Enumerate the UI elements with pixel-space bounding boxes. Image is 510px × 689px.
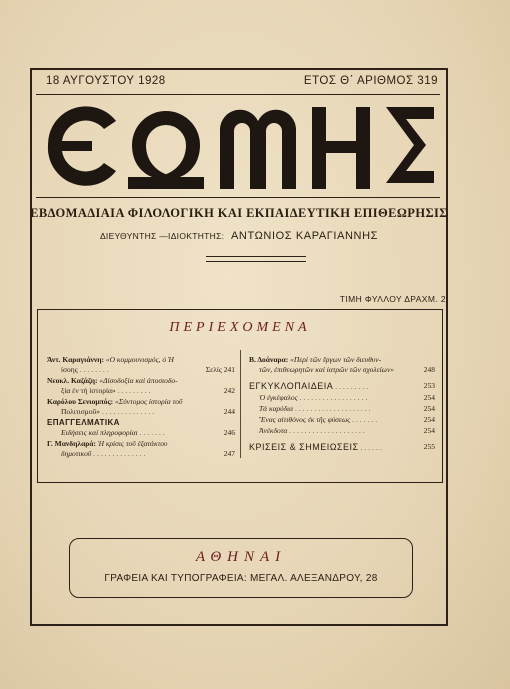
toc-entry: Καρόλου Σενιομπός: «Σύντομος ίστορία τοῦ Πολιτισμοῦ» .............. 244 <box>47 397 235 416</box>
toc-page: 254 <box>423 404 435 413</box>
toc-title: «Δίσοδοξία καί άποσιοδο- <box>99 376 178 385</box>
editor-line <box>30 230 448 242</box>
toc-entry: Τὰ καρύδια .................... 254 <box>259 404 435 413</box>
editor-name: ΑΝΤΩΝΙΟΣ ΚΑΡΑΓΙΑΝΝΗΣ <box>230 230 379 242</box>
toc-page: 254 <box>423 415 435 424</box>
toc-title: Ἡ κρίσις τοῦ ἑξατάκτου <box>97 439 168 448</box>
toc-author: Άντ. Καραγιάννη: <box>47 355 104 364</box>
contents-right-column <box>249 355 435 454</box>
toc-title-cont: δημοτικοῦ <box>61 449 92 458</box>
toc-entry: Ἕνας αἰτιθόνος ἐκ τῆς φύσεως ....... 254 <box>259 415 435 424</box>
office-address: ΓΡΑΦΕΙΑ ΚΑΙ ΤΥΠΟΓΡΑΦΕΙΑ: ΜΕΓΑΛ. ΑΛΕΞΑΝΔΡΟΥ, 28 <box>104 573 378 584</box>
toc-page: 255 <box>423 442 435 451</box>
toc-page: 254 <box>423 393 435 402</box>
toc-title-cont: Ειδήσεις καί πληροφορίαι <box>61 428 138 437</box>
toc-subentry: Ὁ ἐγκέφαλος <box>259 393 298 402</box>
editor-label: ΔΙΕΥΘΥΝΤΗΣ —ΙΔΙΟΚΤΗΤΗΣ: <box>99 231 225 241</box>
toc-entry: Ἀνέκδοτα .................... 254 <box>259 426 435 435</box>
issue-date: 18 ΑΥΓΟΥΣΤΟΥ 1928 <box>46 75 166 87</box>
toc-page: 244 <box>223 407 235 416</box>
toc-entry: Νεοκλ. Καζάζη: «Δίσοδοξία καί άποσιοδο- ξία έν τή ίστορία» ......... 242 <box>47 376 235 395</box>
toc-author: Νεοκλ. Καζάζη: <box>47 376 98 385</box>
toc-section: ΕΠΑΓΓΕΛΜΑΤΙΚΑ <box>47 418 120 427</box>
toc-entry <box>249 355 435 375</box>
toc-entry: ΕΓΚΥΚΛΟΠΑΙΔΕΙΑ ......... 253 <box>249 381 435 391</box>
toc-page: 254 <box>423 426 435 435</box>
toc-title-cont: τῶν, ἐπιθεωρητῶν καί ἰατρῶν τῶν σχολείων» <box>259 365 395 374</box>
issue-number: ΕΤΟΣ Θ΄ ΑΡΙΘΜΟΣ 319 <box>303 75 438 87</box>
toc-page: 246 <box>223 428 235 437</box>
toc-page: Σελίς 241 <box>205 365 235 374</box>
toc-author: Γ. Μανδηλαρά: <box>47 439 96 448</box>
toc-subentry: Τὰ καρύδια <box>259 404 294 413</box>
toc-subentry: Ἀνέκδοτα <box>259 426 288 435</box>
masthead <box>36 94 440 198</box>
toc-title-cont: Πολιτισμοῦ» <box>61 407 101 416</box>
address-box <box>69 538 413 598</box>
ornamental-rule <box>206 256 306 262</box>
toc-entry: ΚΡΙΣΕΙΣ & ΣΗΜΕΙΩΣΕΙΣ ...... 255 <box>249 442 435 452</box>
header-row <box>46 75 438 91</box>
toc-entry: Ὁ ἐγκέφαλος .................. 254 <box>259 393 435 402</box>
toc-entry: Γ. Μανδηλαρά: Ἡ κρίσις τοῦ ἑξατάκτου δημοτικοῦ .............. 247 <box>47 439 235 458</box>
toc-section: ΕΓΚΥΚΛΟΠΑΙΔΕΙΑ <box>249 381 334 391</box>
contents-left-column <box>47 355 235 460</box>
city-heading: ΑΘΗΝΑΙ <box>195 549 287 565</box>
toc-page: 253 <box>423 381 435 390</box>
toc-author: Β. Δοάναρα: <box>249 355 289 364</box>
issue-price: ΤΙΜΗ ΦΥΛΛΟΥ ΔΡΑΧΜ. 2 <box>339 294 446 304</box>
toc-title: «Ο κομμουνισμός, ό Ή <box>105 355 174 364</box>
toc-title: «Σύντομος ίστορία τοῦ <box>115 397 183 406</box>
contents-heading: ΠΕΡΙΕΧΟΜΕΝΑ <box>169 320 311 335</box>
toc-title-cont: ίσοης <box>61 365 78 374</box>
toc-author: Καρόλου Σενιομπός: <box>47 397 114 406</box>
toc-page: 247 <box>223 449 235 458</box>
toc-section: ΚΡΙΣΕΙΣ & ΣΗΜΕΙΩΣΕΙΣ <box>249 442 359 452</box>
toc-subentry: Ἕνας αἰτιθόνος ἐκ τῆς φύσεως <box>259 415 351 424</box>
toc-page: 242 <box>223 386 235 395</box>
toc-entry: ΕΠΑΓΓΕΛΜΑΤΙΚΑ Ειδήσεις καί πληροφορίαι ....... 246 <box>47 418 235 437</box>
toc-title-cont: ξία έν τή ίστορία» <box>61 386 116 395</box>
masthead-logo <box>36 95 440 195</box>
toc-page: 248 <box>423 365 435 374</box>
toc-title: «Περί τῶν ἔργων τῶν διευθυν- <box>290 355 382 364</box>
toc-entry: Άντ. Καραγιάννη: «Ο κομμουνισμός, ό Ή ίσοης ........ Σελίς 241 <box>47 355 235 374</box>
column-divider <box>240 350 241 458</box>
masthead-subtitle: ΕΒΔΟΜΑΔΙΑΙΑ ΦΙΛΟΛΟΓΙΚΗ ΚΑΙ ΕΚΠΑΙΔΕΥΤΙΚΗ ΕΠΙΘΕΩΡΗΣΙΣ <box>30 206 448 220</box>
